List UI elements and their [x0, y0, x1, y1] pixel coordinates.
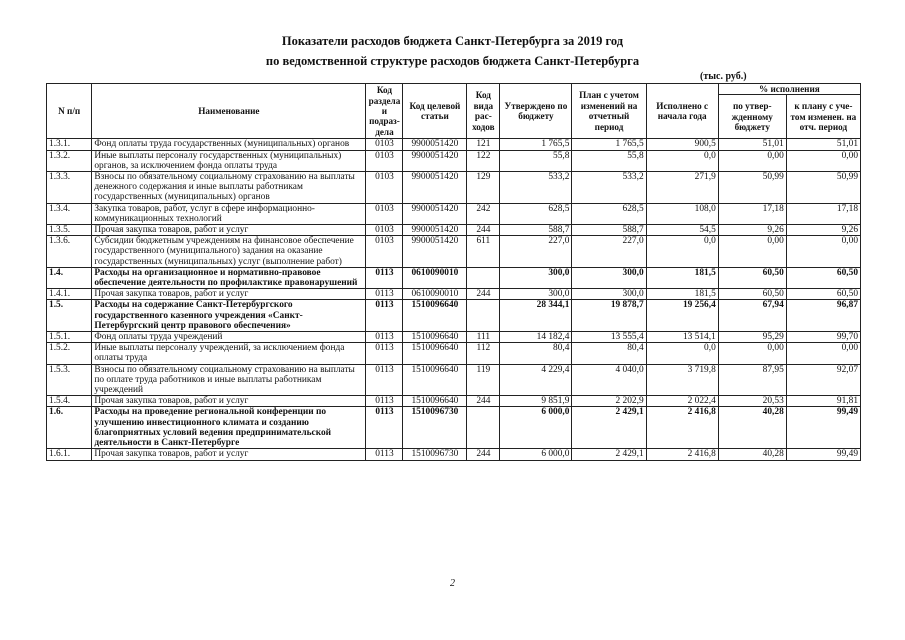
row-type-code: 122: [467, 150, 500, 171]
row-number: 1.6.1.: [47, 449, 92, 460]
row-number: 1.3.5.: [47, 225, 92, 236]
row-pct-plan: 92,07: [786, 364, 860, 396]
row-number: 1.5.1.: [47, 332, 92, 343]
table-row: [47, 332, 861, 343]
row-pct-plan: 60,50: [786, 289, 860, 300]
units-label: (тыс. руб.): [700, 71, 747, 82]
row-target-code: 1510096730: [403, 407, 467, 449]
row-approved: 55,8: [500, 150, 572, 171]
row-approved: 4 229,4: [500, 364, 572, 396]
row-pct-plan: 99,49: [786, 407, 860, 449]
row-number: 1.5.2.: [47, 343, 92, 364]
row-done: 0,0: [646, 343, 718, 364]
row-pct-approved: 40,28: [718, 449, 786, 460]
row-number: 1.4.1.: [47, 289, 92, 300]
row-name: Закупка товаров, работ, услуг в сфере информационно-коммуникационных технологий: [92, 203, 366, 224]
row-done: 2 416,8: [646, 449, 718, 460]
row-section-code: 0103: [366, 236, 403, 268]
table-row: [47, 150, 861, 171]
table-row: [47, 364, 861, 396]
row-pct-approved: 40,28: [718, 407, 786, 449]
row-number: 1.3.3.: [47, 172, 92, 204]
row-section-code: 0113: [366, 407, 403, 449]
row-approved: 588,7: [500, 225, 572, 236]
row-pct-plan: 99,70: [786, 332, 860, 343]
row-approved: 14 182,4: [500, 332, 572, 343]
row-number: 1.5.3.: [47, 364, 92, 396]
row-pct-plan: 50,99: [786, 172, 860, 204]
row-plan: 2 429,1: [572, 449, 646, 460]
row-approved: 6 000,0: [500, 449, 572, 460]
table-row: [47, 300, 861, 332]
row-type-code: 244: [467, 449, 500, 460]
budget-table: [46, 83, 861, 461]
row-done: 181,5: [646, 289, 718, 300]
row-type-code: 244: [467, 225, 500, 236]
row-approved: 80,4: [500, 343, 572, 364]
row-pct-plan: 0,00: [786, 343, 860, 364]
row-pct-plan: 60,50: [786, 267, 860, 288]
header-type: Код вида рас-ходов: [467, 84, 500, 139]
row-section-code: 0113: [366, 396, 403, 407]
row-section-code: 0103: [366, 172, 403, 204]
row-pct-approved: 0,00: [718, 236, 786, 268]
table-row: [47, 139, 861, 150]
row-section-code: 0113: [366, 364, 403, 396]
row-plan: 628,5: [572, 203, 646, 224]
row-pct-plan: 0,00: [786, 150, 860, 171]
row-number: 1.4.: [47, 267, 92, 288]
row-plan: 80,4: [572, 343, 646, 364]
table-row: [47, 289, 861, 300]
header-section: Код раздела и подраз-дела: [366, 84, 403, 139]
row-done: 900,5: [646, 139, 718, 150]
row-approved: 227,0: [500, 236, 572, 268]
header-pct-plan: к плану с уче-том изменен. на отч. период: [786, 95, 860, 139]
row-pct-approved: 9,26: [718, 225, 786, 236]
row-type-code: 244: [467, 396, 500, 407]
row-pct-plan: 9,26: [786, 225, 860, 236]
row-pct-approved: 51,01: [718, 139, 786, 150]
row-section-code: 0113: [366, 267, 403, 288]
table-row: [47, 267, 861, 288]
row-section-code: 0103: [366, 203, 403, 224]
header-pct-group: % исполнения: [718, 84, 860, 95]
row-plan: 227,0: [572, 236, 646, 268]
row-type-code: 111: [467, 332, 500, 343]
row-number: 1.3.4.: [47, 203, 92, 224]
row-done: 3 719,8: [646, 364, 718, 396]
row-plan: 4 040,0: [572, 364, 646, 396]
row-approved: 1 765,5: [500, 139, 572, 150]
row-pct-approved: 20,53: [718, 396, 786, 407]
row-target-code: 9900051420: [403, 139, 467, 150]
row-pct-plan: 91,81: [786, 396, 860, 407]
row-plan: 13 555,4: [572, 332, 646, 343]
row-approved: 9 851,9: [500, 396, 572, 407]
row-pct-approved: 67,94: [718, 300, 786, 332]
row-done: 2 022,4: [646, 396, 718, 407]
row-plan: 2 429,1: [572, 407, 646, 449]
row-type-code: [467, 267, 500, 288]
row-pct-plan: 17,18: [786, 203, 860, 224]
row-type-code: 611: [467, 236, 500, 268]
row-name: Субсидии бюджетным учреждениям на финансовое обеспечение государственного (муниципального) задания на оказание государственных (муниципальных) услуг (выполнение работ): [92, 236, 366, 268]
row-target-code: 1510096640: [403, 332, 467, 343]
row-section-code: 0113: [366, 300, 403, 332]
document-title-line1: Показатели расходов бюджета Санкт-Петербурга за 2019 год: [281, 34, 624, 48]
table-row: [47, 225, 861, 236]
row-name: Прочая закупка товаров, работ и услуг: [92, 396, 366, 407]
row-section-code: 0113: [366, 332, 403, 343]
row-number: 1.6.: [47, 407, 92, 449]
row-target-code: 0610090010: [403, 289, 467, 300]
row-plan: 1 765,5: [572, 139, 646, 150]
row-target-code: 9900051420: [403, 236, 467, 268]
row-section-code: 0103: [366, 139, 403, 150]
row-done: 108,0: [646, 203, 718, 224]
row-pct-approved: 17,18: [718, 203, 786, 224]
row-name: Иные выплаты персоналу государственных (муниципальных) органов, за исключением фонда оплаты труда: [92, 150, 366, 171]
table-row: [47, 396, 861, 407]
row-approved: 6 000,0: [500, 407, 572, 449]
row-name: Прочая закупка товаров, работ и услуг: [92, 289, 366, 300]
row-approved: 28 344,1: [500, 300, 572, 332]
row-pct-plan: 99,49: [786, 449, 860, 460]
row-name: Фонд оплаты труда учреждений: [92, 332, 366, 343]
row-target-code: 1510096640: [403, 364, 467, 396]
row-number: 1.3.6.: [47, 236, 92, 268]
row-name: Расходы на содержание Санкт-Петербургского государственного казенного учреждения «Санкт-Петербургский центр правового обеспечения»: [92, 300, 366, 332]
row-plan: 300,0: [572, 267, 646, 288]
row-plan: 2 202,9: [572, 396, 646, 407]
row-pct-approved: 50,99: [718, 172, 786, 204]
row-name: Иные выплаты персоналу учреждений, за исключением фонда оплаты труда: [92, 343, 366, 364]
row-pct-plan: 0,00: [786, 236, 860, 268]
row-type-code: 112: [467, 343, 500, 364]
row-type-code: 129: [467, 172, 500, 204]
row-number: 1.5.4.: [47, 396, 92, 407]
header-target: Код целевой статьи: [403, 84, 467, 139]
row-target-code: 9900051420: [403, 203, 467, 224]
row-done: 0,0: [646, 150, 718, 171]
row-pct-approved: 95,29: [718, 332, 786, 343]
page-number: 2: [450, 578, 455, 589]
table-row: [47, 407, 861, 449]
row-name: Прочая закупка товаров, работ и услуг: [92, 449, 366, 460]
row-pct-plan: 96,87: [786, 300, 860, 332]
row-type-code: [467, 407, 500, 449]
row-target-code: 1510096640: [403, 343, 467, 364]
row-name: Взносы по обязательному социальному страхованию на выплаты денежного содержания и иные выплаты работникам государственных (муниципальных) органов: [92, 172, 366, 204]
row-type-code: 244: [467, 289, 500, 300]
row-plan: 19 878,7: [572, 300, 646, 332]
row-section-code: 0113: [366, 343, 403, 364]
header-approved: Утверждено по бюджету: [500, 84, 572, 139]
row-done: 2 416,8: [646, 407, 718, 449]
row-name: Взносы по обязательному социальному страхованию на выплаты по оплате труда работников и иные выплаты работникам учреждений: [92, 364, 366, 396]
row-type-code: 121: [467, 139, 500, 150]
row-pct-approved: 0,00: [718, 150, 786, 171]
table-row: [47, 449, 861, 460]
row-approved: 533,2: [500, 172, 572, 204]
table-row: [47, 172, 861, 204]
row-plan: 533,2: [572, 172, 646, 204]
row-approved: 300,0: [500, 289, 572, 300]
row-plan: 55,8: [572, 150, 646, 171]
row-plan: 588,7: [572, 225, 646, 236]
row-pct-approved: 0,00: [718, 343, 786, 364]
row-target-code: 1510096640: [403, 396, 467, 407]
row-type-code: 242: [467, 203, 500, 224]
row-name: Фонд оплаты труда государственных (муниципальных) органов: [92, 139, 366, 150]
row-target-code: 1510096730: [403, 449, 467, 460]
row-pct-approved: 60,50: [718, 289, 786, 300]
row-pct-plan: 51,01: [786, 139, 860, 150]
header-plan: План с учетом изменений на отчетный период: [572, 84, 646, 139]
document-title-line2: по ведомственной структуре расходов бюджета Санкт-Петербурга: [265, 54, 640, 68]
row-section-code: 0113: [366, 289, 403, 300]
row-approved: 628,5: [500, 203, 572, 224]
row-name: Прочая закупка товаров, работ и услуг: [92, 225, 366, 236]
table-body: [47, 139, 861, 460]
row-done: 181,5: [646, 267, 718, 288]
row-target-code: 9900051420: [403, 172, 467, 204]
row-done: 54,5: [646, 225, 718, 236]
row-name: Расходы на организационное и нормативно-правовое обеспечение деятельности по профилактике правонарушений: [92, 267, 366, 288]
row-name: Расходы на проведение региональной конференции по улучшению инвестиционного климата и созданию благоприятных условий ведения предпринимательской деятельности в Санкт-Петербурге: [92, 407, 366, 449]
row-done: 19 256,4: [646, 300, 718, 332]
row-section-code: 0103: [366, 150, 403, 171]
header-done: Исполнено с начала года: [646, 84, 718, 139]
row-number: 1.3.1.: [47, 139, 92, 150]
row-plan: 300,0: [572, 289, 646, 300]
row-target-code: 1510096640: [403, 300, 467, 332]
row-target-code: 0610090010: [403, 267, 467, 288]
row-target-code: 9900051420: [403, 150, 467, 171]
row-pct-approved: 60,50: [718, 267, 786, 288]
row-done: 13 514,1: [646, 332, 718, 343]
row-section-code: 0113: [366, 449, 403, 460]
row-number: 1.5.: [47, 300, 92, 332]
table-row: [47, 203, 861, 224]
header-pct-approved: по утвер-жденному бюджету: [718, 95, 786, 139]
table-row: [47, 343, 861, 364]
row-target-code: 9900051420: [403, 225, 467, 236]
row-type-code: [467, 300, 500, 332]
row-number: 1.3.2.: [47, 150, 92, 171]
row-approved: 300,0: [500, 267, 572, 288]
row-type-code: 119: [467, 364, 500, 396]
row-done: 0,0: [646, 236, 718, 268]
header-name: Наименование: [92, 84, 366, 139]
row-done: 271,9: [646, 172, 718, 204]
table-row: [47, 236, 861, 268]
row-pct-approved: 87,95: [718, 364, 786, 396]
row-section-code: 0103: [366, 225, 403, 236]
header-num: N п/п: [47, 84, 92, 139]
